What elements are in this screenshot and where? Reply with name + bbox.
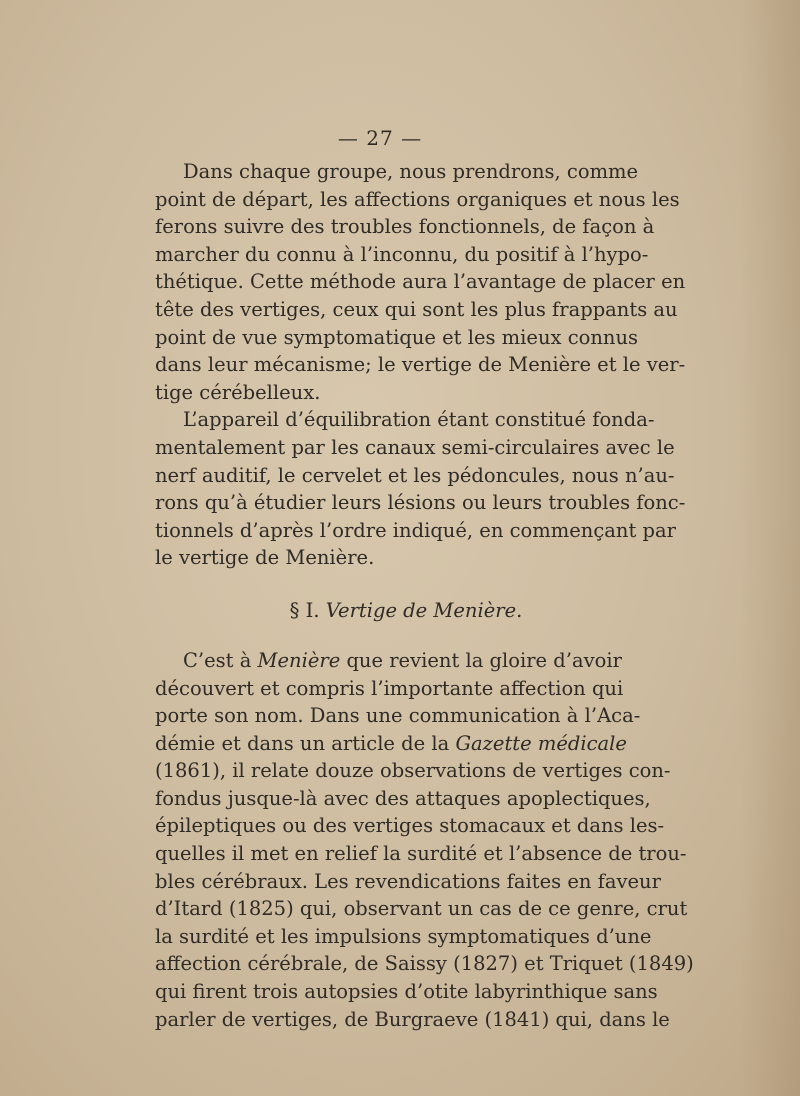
italic-text: Menière	[257, 648, 341, 672]
text-line	[155, 757, 671, 785]
text-line: tête des vertiges, ceux qui sont les plus frappants au	[155, 297, 678, 321]
text-line: tionnels d’après l’ordre indiqué, en commençant par	[155, 518, 676, 542]
section-paragraph	[155, 647, 694, 1033]
text-run: parler de vertiges, de Burgraeve (1841) qui, dans le	[155, 1007, 670, 1031]
text-line	[155, 923, 652, 951]
text-run: découvert et compris l’importante affection qui	[155, 676, 624, 700]
text-line: L’appareil d’équilibration étant constitué fonda-	[183, 408, 655, 432]
text-run: (1861), il relate douze observations de vertiges con-	[155, 759, 671, 783]
text-run: la surdité et les impulsions symptomatiques d’une	[155, 924, 652, 948]
text-line	[155, 702, 641, 730]
section-number: § I.	[289, 598, 320, 622]
text-line	[155, 1006, 670, 1034]
text-line	[155, 950, 694, 978]
text-run: porte son nom. Dans une communication à l’Aca-	[155, 704, 641, 728]
italic-text: Gazette médicale	[455, 731, 627, 755]
text-run: affection cérébrale, de Saissy (1827) et Triquet (1849)	[155, 952, 694, 976]
text-line: mentalement par les canaux semi-circulaires avec le	[155, 435, 675, 459]
intro-paragraphs	[155, 158, 686, 572]
text-run: quelles il met en relief la surdité et l’absence de trou-	[155, 842, 687, 866]
text-run: épileptiques ou des vertiges stomacaux et dans les-	[155, 814, 665, 838]
body-text	[155, 158, 694, 1033]
text-line	[155, 785, 651, 813]
text-line: rons qu’à étudier leurs lésions ou leurs troubles fonc-	[155, 491, 686, 515]
text-run: qui firent trois autopsies d’otite labyrinthique sans	[155, 980, 658, 1004]
text-line	[155, 895, 688, 923]
text-line: marcher du connu à l’inconnu, du positif à l’hypo-	[155, 242, 649, 266]
text-run: démie et dans un article de la	[155, 731, 456, 755]
text-run: bles cérébraux. Les revendications faites en faveur	[155, 869, 661, 893]
text-line: le vertige de Menière.	[155, 546, 375, 570]
text-line: thétique. Cette méthode aura l’avantage de placer en	[155, 270, 686, 294]
text-line	[155, 840, 687, 868]
text-run: fondus jusque-là avec des attaques apoplectiques,	[155, 786, 651, 810]
text-line: dans leur mécanisme; le vertige de Menière et le ver-	[155, 353, 686, 377]
text-run: que revient la gloire d’avoir	[340, 648, 622, 672]
text-line	[155, 730, 627, 758]
text-line	[155, 868, 661, 896]
text-run: d’Itard (1825) qui, observant un cas de ce genre, crut	[155, 897, 688, 921]
text-run: C’est à	[183, 648, 258, 672]
page-edge-shadow	[740, 0, 800, 1096]
text-line	[155, 812, 665, 840]
page-number: — 27 —	[337, 126, 423, 150]
text-line: nerf auditif, le cervelet et les pédoncules, nous n’au-	[155, 463, 675, 487]
text-line: ferons suivre des troubles fonctionnels, de façon à	[155, 215, 655, 239]
text-line: Dans chaque groupe, nous prendrons, comme	[183, 160, 639, 183]
text-line: tige cérébelleux.	[155, 380, 321, 404]
text-line: point de vue symptomatique et les mieux connus	[155, 325, 639, 349]
text-line	[155, 647, 622, 675]
text-line	[155, 978, 658, 1006]
section-heading	[155, 592, 617, 630]
section-title: Vertige de Menière.	[325, 598, 523, 622]
text-line	[155, 675, 624, 703]
text-line: point de départ, les affections organiques et nous les	[155, 187, 680, 211]
